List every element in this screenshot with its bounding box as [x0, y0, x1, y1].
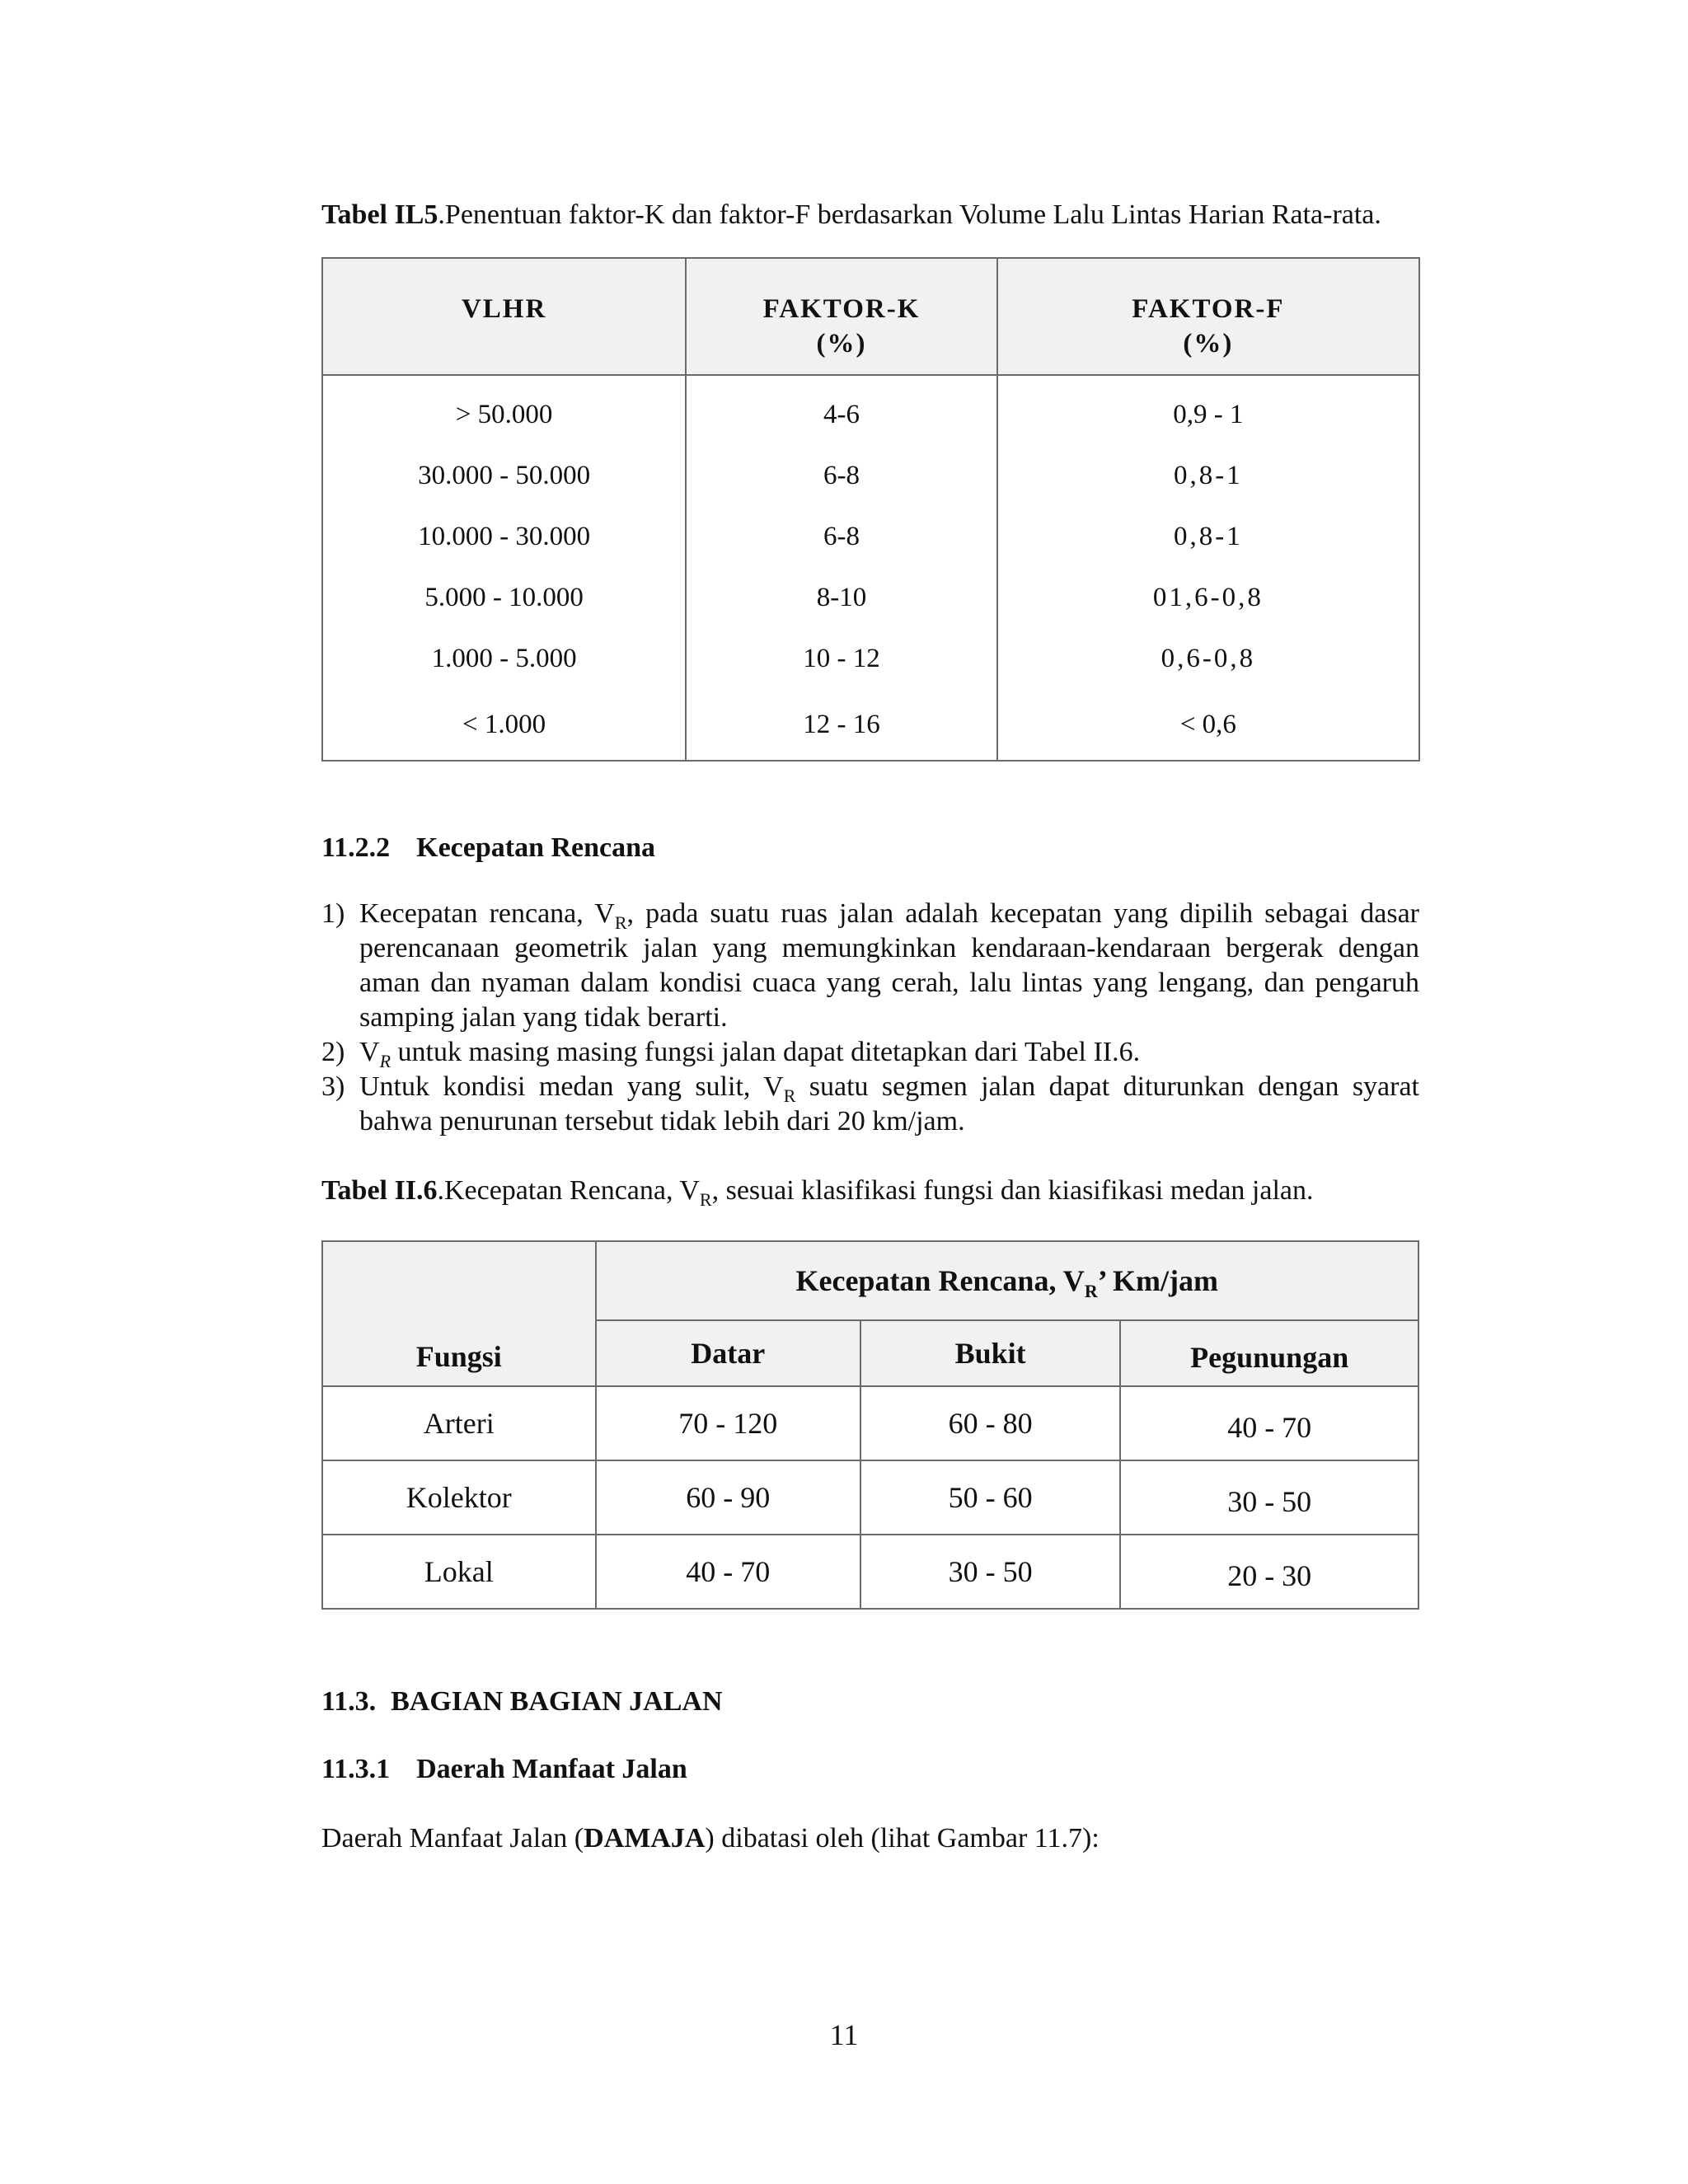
header-faktor-f: [997, 258, 1419, 375]
item-text: untuk masing masing fungsi jalan dapat ditetapkan dari Tabel II.6.: [391, 1037, 1141, 1067]
cell-vlhr: < 1.000: [322, 689, 686, 761]
cell-f: 01,6-0,8: [997, 567, 1419, 628]
subscript: R: [614, 912, 627, 933]
cell-f: 0,9 - 1: [997, 375, 1419, 445]
caption-text: , sesuai klasifikasi fungsi dan kiasifikasi medan jalan.: [711, 1175, 1314, 1206]
cell-fungsi: Arteri: [322, 1386, 596, 1460]
heading-text: BAGIAN BAGIAN JALAN: [391, 1686, 723, 1717]
cell-pegunungan: 30 - 50: [1120, 1460, 1418, 1535]
subscript: R: [699, 1188, 712, 1210]
cell-fungsi: Kolektor: [322, 1460, 596, 1535]
cell-k: 4-6: [686, 375, 997, 445]
table-row: [322, 567, 1419, 628]
cell-datar: 70 - 120: [596, 1386, 860, 1460]
heading-number: 11.3.: [321, 1686, 377, 1717]
item-text: , pada suatu ruas jalan adalah kecepatan yang dipilih sebagai dasar perencanaan geometrik jalan yang memungkinkan kendaraan-kendaraan bergerak dengan aman dan nyaman dalam kondisi cuaca yang cerah, lalu lintas yang lengang, dan pengaruh samping jalan yang tidak berarti.: [359, 898, 1419, 1033]
cell-bukit: 30 - 50: [860, 1535, 1120, 1609]
table-faktor-k-f: [321, 257, 1420, 762]
cell-vlhr: 1.000 - 5.000: [322, 628, 686, 689]
header-f-unit: (%): [1183, 329, 1234, 359]
item-text: suatu segmen jalan dapat diturunkan dengan syarat bahwa penurunan tersebut tidak lebih dari 20 km/jam.: [359, 1071, 1420, 1137]
table-row: [322, 628, 1419, 689]
cell-vlhr: 10.000 - 30.000: [322, 506, 686, 567]
section-heading-113: [321, 1686, 723, 1718]
cell-f: < 0,6: [997, 689, 1419, 761]
paragraph-bold: DAMAJA: [584, 1823, 706, 1854]
section-heading-1131: [321, 1754, 687, 1785]
cell-fungsi: Lokal: [322, 1535, 596, 1609]
subscript: R: [783, 1085, 796, 1106]
cell-datar: 60 - 90: [596, 1460, 860, 1535]
heading-text: Daerah Manfaat Jalan: [416, 1754, 687, 1784]
list-item: [321, 897, 1419, 1035]
cell-datar: 40 - 70: [596, 1535, 860, 1609]
paragraph-text: ) dibatasi oleh (lihat Gambar 11.7):: [705, 1823, 1100, 1854]
heading-text: Kecepatan Rencana: [416, 832, 656, 863]
list-item: [321, 1035, 1419, 1070]
item-text: V: [359, 1037, 380, 1067]
list-item: [321, 1070, 1419, 1139]
table-row: [322, 689, 1419, 761]
header-faktor-k: [686, 258, 997, 375]
list-number: 3): [321, 1071, 345, 1102]
group-header-text: ’ Km/jam: [1097, 1264, 1218, 1297]
table-row: [322, 1460, 1418, 1535]
page-number: 11: [829, 2018, 859, 2051]
header-vlhr: VLHR: [322, 258, 686, 375]
table-row: [322, 445, 1419, 506]
cell-f: 0,8-1: [997, 506, 1419, 567]
header-datar: Datar: [596, 1320, 860, 1386]
paragraph-text: Daerah Manfaat Jalan (: [321, 1823, 584, 1854]
header-bukit: Bukit: [860, 1320, 1120, 1386]
header-k-label: FAKTOR-K: [762, 294, 921, 324]
cell-vlhr: > 50.000: [322, 375, 686, 445]
cell-pegunungan: 40 - 70: [1120, 1386, 1418, 1460]
table-row: [322, 375, 1419, 445]
paragraph-damaja: [321, 1821, 1100, 1856]
header-group-kecepatan: [596, 1241, 1419, 1320]
cell-f: 0,6-0,8: [997, 628, 1419, 689]
numbered-list: [321, 897, 1419, 1139]
table-row: [322, 1535, 1418, 1609]
header-fungsi: Fungsi: [322, 1241, 596, 1386]
item-text: Kecepatan rencana, V: [359, 898, 615, 929]
table-header-row: [322, 1241, 1418, 1320]
list-number: 2): [321, 1037, 345, 1067]
table-caption-ii6: [321, 1174, 1426, 1208]
cell-bukit: 60 - 80: [860, 1386, 1120, 1460]
subscript: R: [379, 1050, 392, 1071]
cell-vlhr: 30.000 - 50.000: [322, 445, 686, 506]
section-heading-1122: [321, 832, 655, 864]
table-kecepatan-rencana: [321, 1240, 1419, 1610]
heading-number: 11.2.2: [321, 832, 391, 863]
cell-k: 6-8: [686, 506, 997, 567]
header-k-unit: (%): [816, 329, 867, 359]
header-f-label: FAKTOR-F: [1132, 294, 1285, 324]
header-pegunungan: Pegunungan: [1120, 1320, 1418, 1386]
list-number: 1): [321, 898, 345, 929]
table-caption-ii5: [321, 198, 1426, 232]
cell-pegunungan: 20 - 30: [1120, 1535, 1418, 1609]
group-header-text: Kecepatan Rencana, V: [795, 1264, 1085, 1297]
caption-text: .Kecepatan Rencana, V: [437, 1175, 700, 1206]
cell-bukit: 50 - 60: [860, 1460, 1120, 1535]
cell-f: 0,8-1: [997, 445, 1419, 506]
heading-number: 11.3.1: [321, 1754, 391, 1784]
caption-label: Tabel IL5: [321, 199, 438, 230]
item-text: Untuk kondisi medan yang sulit, V: [359, 1071, 784, 1102]
caption-text: .Penentuan faktor-K dan faktor-F berdasarkan Volume Lalu Lintas Harian Rata-rata.: [438, 199, 1381, 230]
table-row: [322, 506, 1419, 567]
cell-k: 6-8: [686, 445, 997, 506]
cell-k: 12 - 16: [686, 689, 997, 761]
caption-label: Tabel II.6: [321, 1175, 438, 1206]
table-header-row: [322, 258, 1419, 375]
subscript: R: [1084, 1281, 1098, 1302]
cell-k: 10 - 12: [686, 628, 997, 689]
cell-vlhr: 5.000 - 10.000: [322, 567, 686, 628]
cell-k: 8-10: [686, 567, 997, 628]
table-row: [322, 1386, 1418, 1460]
